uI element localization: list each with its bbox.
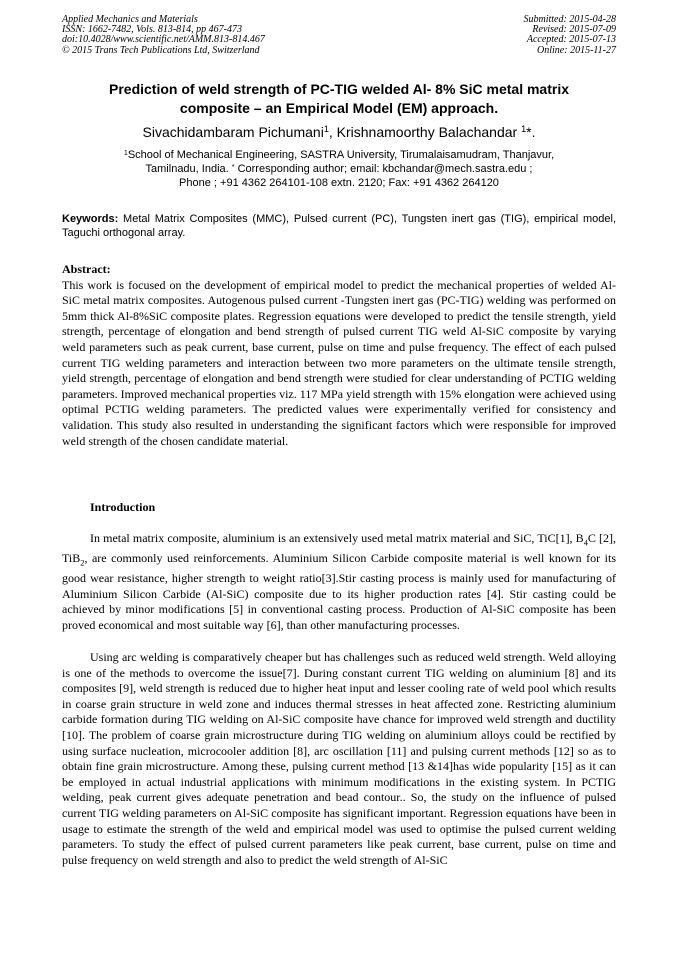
journal-name: Applied Mechanics and Materials [62,14,198,25]
affiliation-line-2: Tamilnadu, India. * Corresponding author; email: kbchandar@mech.sastra.edu ; [145,162,533,176]
issn-line: ISSN: 1662-7482, Vols. 813-814, pp 467-473 [62,24,242,36]
doi-line: doi:10.4028/www.scientific.net/AMM.813-814.467 [62,34,265,46]
intro-paragraph-2: Using arc welding is comparatively cheaper but has challenges such as reduced weld strength. Weld alloying is one of the methods to overcome the issue[7]. During constant current TIG welding on aluminium [8] and its composites [9], weld strength is reduced due to higher heat input and lesser cooling rate of weld pool which results in coarse grain structure in weld zone and induces thermal stresses in heat affected zone. Restricting aluminium carbide formation during TIG welding on Al-SiC composite have chance for improved weld strength and ductility [10]. The problem of coarse grain microstructure during TIG welding on aluminium alloys could be rectified by using surface nucleation, microcooler addition [8], arc oscillation [11] and pulsing current methods [12] so as to obtain fine grain microstructure. Among these, pulsing current method [13 &14]has wide popularity [15] as it can be employed in actual industrial applications with minimum modifications in the existing system. In PCTIG welding, peak current gives adequate penetration and bead contour.. So, the study on the influence of pulsed current TIG welding parameters on Al-SiC composite has significant important. Regression equations have been in usage to estimate the strength of the weld and empirical model was used to optimise the pulsed current welding parameters. To study the effect of pulsed current parameters like peak current, base current, pulse on time and pulse frequency on weld strength and also to predict the weld strength of Al-SiC [62,650,616,867]
dates-header [524,15,617,56]
author-1-affil: 1 [323,123,329,134]
corresponding-star: * [231,162,235,171]
abstract-label: Abstract: [62,262,111,276]
author-2: Krishnamoorthy Balachandar [336,124,518,140]
online-date: Online: 2015-11-27 [537,44,616,56]
accepted-date: Accepted: 2015-07-13 [526,34,616,46]
abstract [62,262,616,449]
keywords-text: Metal Matrix Composites (MMC), Pulsed current (PC), Tungsten inert gas (TIG), empirical model, Taguchi orthogonal array. [62,213,616,239]
keywords [62,212,616,240]
journal-header [62,15,265,56]
author-list [62,123,616,141]
title-line-1: Prediction of weld strength of PC-TIG welded Al- 8% SiC metal matrix [109,81,569,97]
introduction-heading: Introduction [90,500,156,514]
corresponding-mark: *. [526,124,536,140]
affiliation [80,148,598,191]
paper-title [62,80,616,118]
affiliation-sup: 1 [123,148,128,157]
keywords-label: Keywords: [62,213,119,225]
copyright-line: © 2015 Trans Tech Publications Ltd, Switzerland [62,44,260,56]
abstract-text: This work is focused on the development of empirical model to predict the mechanical properties of welded Al-SiC metal matrix composites. Autogenous pulsed current -Tungsten inert gas (PC-TIG) welding was performed on 5mm thick Al-8%SiC composite plates. Regression equations were developed to predict the tensile strength, yield strength, percentage of elongation and bend strength of pulsed current TIG weld Al-SiC composite by varying weld parameters such as peak current, base current, pulse on time and pulse frequency. The effect of each pulsed current TIG welding parameters and interaction between two more parameters on the ultimate tensile strength, yield strength, percentage of elongation and bend strength were studied for clear understanding of PCTIG welding parameters. Improved mechanical properties viz. 117 MPa yield strength with 15% elongation were achieved using optimal PCTIG welding parameters. The predicted values were experimentally verified for consistency and validation. This study also resulted in understanding the significant factors which were responsible for improved weld strength of the chosen candidate material. [62,277,616,448]
intro-paragraph-1: In metal matrix composite, aluminium is an extensively used metal matrix material and SiC, TiC[1], $B_4C$ [2], TiB$_2$, are commonly used reinforcements. Aluminium Silicon Carbide composite material is well known for its good wear resistance, higher strength to weight ratio[3].Stir casting process is mainly used for manufacturing of Aluminium Silicon Carbide (Al-SiC) composite due to its higher production rates [4]. Stir casting could be achieved by minor modifications [5] in conventional casting process. Production of Al-SiC composite has been proved economical and most suitable way [6], than other manufacturing processes. [62,531,616,632]
submitted-date: Submitted: 2015-04-28 [523,14,616,25]
author-2-affil: 1 [521,123,527,134]
revised-date: Revised: 2015-07-09 [532,24,616,36]
affiliation-line-1: $^1$School of Mechanical Engineering, SASTRA University, Tirumalaisamudram, Thanjavur, [123,148,555,161]
author-separator: , [328,124,337,140]
author-1: Sivachidambaram Pichumani [142,124,324,140]
affiliation-line-3: Phone ; +91 4362 264101-108 extn. 2120; Fax: +91 4362 264120 [179,177,499,190]
title-line-2: composite – an Empirical Model (EM) approach. [179,100,499,116]
